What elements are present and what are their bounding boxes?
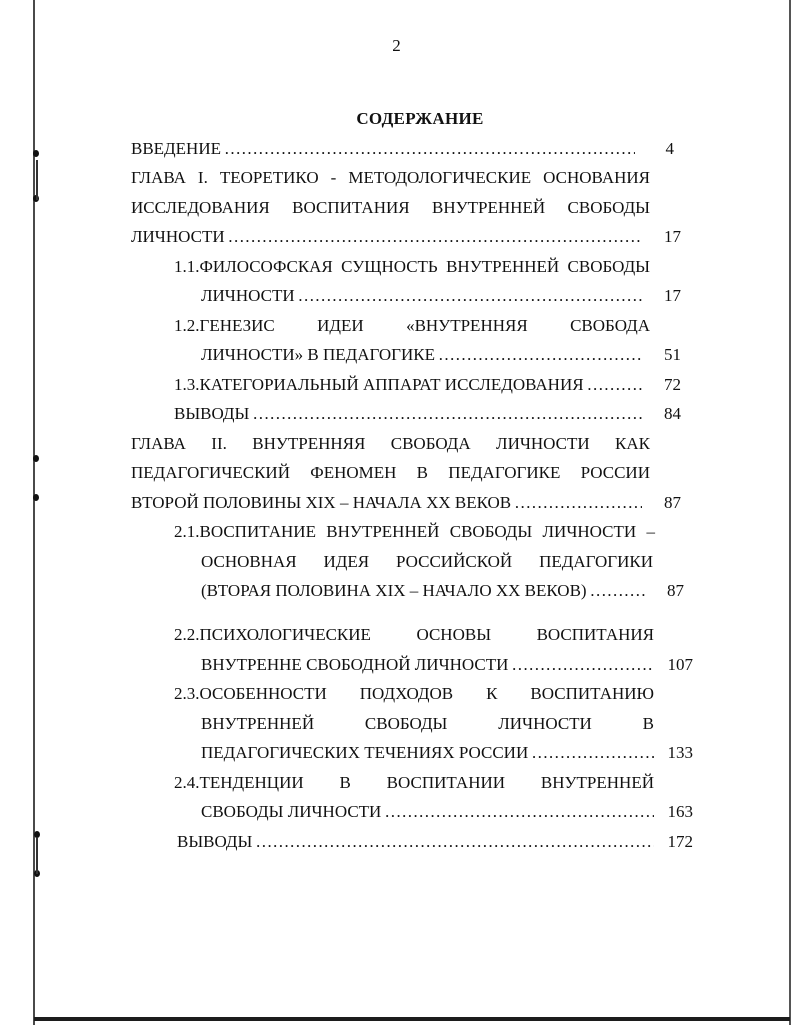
toc-entry-title: ВЫВОДЫ: [174, 404, 250, 423]
toc-chapter1-line2[interactable]: ИССЛЕДОВАНИЯ ВОСПИТАНИЯ ВНУТРЕННЕЙ СВОБОДЫ: [131, 198, 650, 217]
toc-page-number: 72: [664, 375, 681, 394]
page-title: СОДЕРЖАНИЕ: [356, 109, 484, 128]
toc-page-number: 17: [664, 227, 681, 246]
toc-entry-title: ВЫВОДЫ: [177, 832, 253, 851]
toc-entry-title: ВТОРОЙ ПОЛОВИНЫ XIX – НАЧАЛА XX ВЕКОВ: [131, 493, 512, 512]
toc-page-number: 87: [667, 581, 684, 600]
toc-leader-dots: [298, 285, 642, 307]
toc-entry-title: ВВЕДЕНИЕ: [131, 139, 221, 158]
toc-section-1-1-line2[interactable]: [201, 285, 681, 307]
toc-entry-title: (ВТОРАЯ ПОЛОВИНА XIX – НАЧАЛО XX ВЕКОВ): [201, 581, 587, 600]
toc-section-2-3-line1[interactable]: 2.3.ОСОБЕННОСТИ ПОДХОДОВ К ВОСПИТАНИЮ: [174, 684, 654, 703]
toc-section-1-2-line2[interactable]: [201, 344, 681, 366]
toc-page-number: 84: [664, 404, 681, 423]
scan-bottom-edge: [34, 1017, 790, 1021]
page-number: 2: [392, 36, 401, 55]
toc-section-2-2-line2[interactable]: [201, 654, 693, 676]
toc-entry-title: ЛИЧНОСТИ» В ПЕДАГОГИКЕ: [201, 345, 435, 364]
scan-mark: [36, 838, 38, 874]
binding-hole-mark: [33, 150, 39, 157]
toc-leader-dots: [511, 654, 654, 676]
toc-section-2-2-line1[interactable]: 2.2.ПСИХОЛОГИЧЕСКИЕ ОСНОВЫ ВОСПИТАНИЯ: [174, 625, 654, 644]
toc-page-number: 17: [664, 286, 681, 305]
toc-entry-title: СВОБОДЫ ЛИЧНОСТИ: [201, 802, 382, 821]
toc-page-number: 107: [667, 655, 693, 674]
toc-leader-dots: [514, 492, 642, 514]
binding-hole-mark: [33, 494, 39, 501]
toc-section-2-1-line1[interactable]: 2.1.ВОСПИТАНИЕ ВНУТРЕННЕЙ СВОБОДЫ ЛИЧНОСТИ –: [174, 522, 655, 541]
binding-hole-mark: [34, 831, 40, 838]
toc-leader-dots: [252, 403, 642, 425]
toc-page-number: 133: [667, 743, 693, 762]
toc-section-2-1-line2[interactable]: ОСНОВНАЯ ИДЕЯ РОССИЙСКОЙ ПЕДАГОГИКИ: [201, 552, 653, 571]
scan-right-edge: [789, 0, 791, 1025]
toc-page-number: 87: [664, 493, 681, 512]
toc-leader-dots: [228, 226, 642, 248]
toc-leader-dots: [590, 580, 645, 602]
toc-page-number: 51: [664, 345, 681, 364]
toc-leader-dots: [438, 344, 642, 366]
toc-chapter2-line3[interactable]: [131, 492, 681, 514]
toc-entry-title: ЛИЧНОСТИ: [201, 286, 295, 305]
toc-section-1-1-line1[interactable]: 1.1.ФИЛОСОФСКАЯ СУЩНОСТЬ ВНУТРЕННЕЙ СВОБОДЫ: [174, 257, 650, 276]
toc-chapter1-line1[interactable]: ГЛАВА I. ТЕОРЕТИКО - МЕТОДОЛОГИЧЕСКИЕ ОСНОВАНИЯ: [131, 168, 650, 187]
toc-chapter2-line2[interactable]: ПЕДАГОГИЧЕСКИЙ ФЕНОМЕН В ПЕДАГОГИКЕ РОССИИ: [131, 463, 650, 482]
toc-leader-dots: [224, 138, 635, 160]
toc-section-2-4-line2[interactable]: [201, 801, 693, 823]
toc-leader-dots: [255, 831, 654, 853]
toc-section-2-3-line2[interactable]: ВНУТРЕННЕЙ СВОБОДЫ ЛИЧНОСТИ В: [201, 714, 654, 733]
toc-leader-dots: [384, 801, 654, 823]
toc-leader-dots: [587, 374, 642, 396]
toc-section-2-3-line3[interactable]: [201, 742, 693, 764]
toc-page-number: 4: [665, 139, 674, 158]
toc-leader-dots: [531, 742, 654, 764]
toc-page-number: 163: [667, 802, 693, 821]
toc-entry-title: ЛИЧНОСТИ: [131, 227, 225, 246]
binding-hole-mark: [33, 455, 39, 462]
toc-section-2-1-line3[interactable]: [201, 580, 684, 602]
toc-page-number: 172: [667, 832, 693, 851]
toc-section-1-2-line1[interactable]: 1.2.ГЕНЕЗИС ИДЕИ «ВНУТРЕННЯЯ СВОБОДА: [174, 316, 650, 335]
toc-entry-introduction[interactable]: [131, 138, 674, 160]
toc-chapter1-line3[interactable]: [131, 226, 681, 248]
toc-entry-title: ВНУТРЕННЕ СВОБОДНОЙ ЛИЧНОСТИ: [201, 655, 509, 674]
toc-chapter2-line1[interactable]: ГЛАВА II. ВНУТРЕННЯЯ СВОБОДА ЛИЧНОСТИ КАК: [131, 434, 650, 453]
toc-chapter1-conclusions[interactable]: [174, 403, 681, 425]
toc-chapter2-conclusions[interactable]: [177, 831, 693, 853]
toc-entry-title: ПЕДАГОГИЧЕСКИХ ТЕЧЕНИЯХ РОССИИ: [201, 743, 529, 762]
toc-section-1-3[interactable]: [174, 374, 681, 396]
toc-section-2-4-line1[interactable]: 2.4.ТЕНДЕНЦИИ В ВОСПИТАНИИ ВНУТРЕННЕЙ: [174, 773, 654, 792]
scan-mark: [36, 160, 38, 200]
toc-entry-title: 1.3.КАТЕГОРИАЛЬНЫЙ АППАРАТ ИССЛЕДОВАНИЯ: [174, 375, 584, 394]
